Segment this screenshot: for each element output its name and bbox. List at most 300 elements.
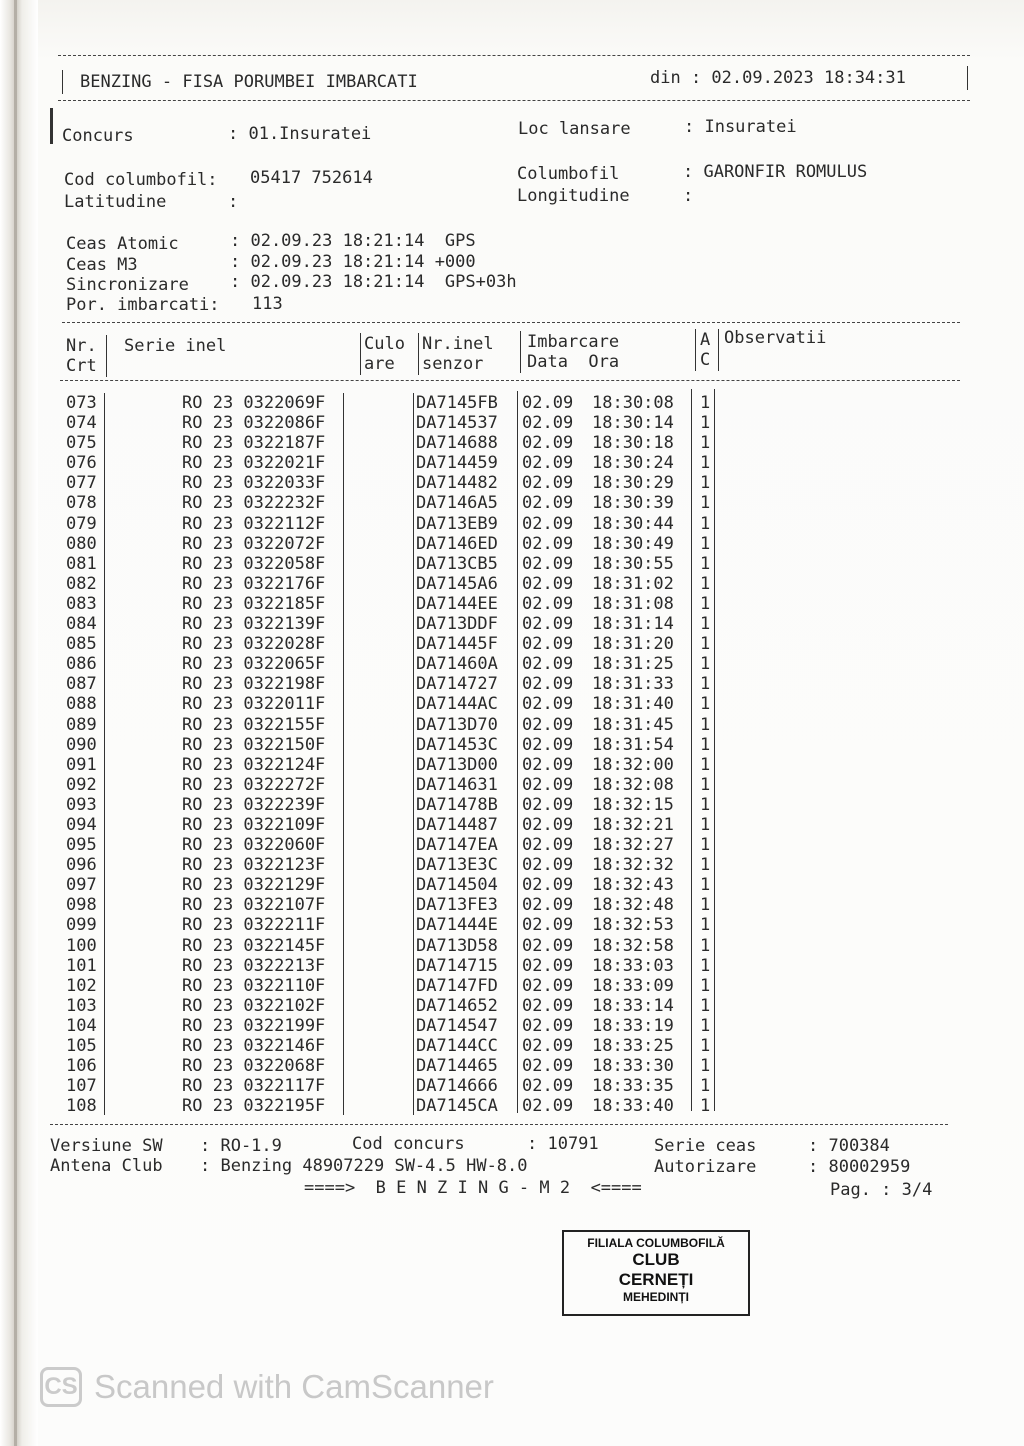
cell-ora: 18:30:18 [592, 433, 674, 454]
cell-serie: RO 23 0322068F [182, 1056, 326, 1077]
cell-nr: 092 [66, 774, 97, 795]
cell-ac: 1 [700, 1096, 711, 1117]
cell-nr: 097 [66, 875, 97, 896]
cell-nr: 098 [66, 895, 97, 916]
cell-nr: 081 [66, 553, 97, 574]
table-row [60, 574, 710, 594]
cell-serie: RO 23 0322195F [182, 1096, 326, 1117]
cell-serie: RO 23 0322185F [182, 593, 326, 614]
cell-senzor: DA71478B [416, 794, 498, 815]
table-row [60, 815, 710, 835]
cell-serie: RO 23 0322060F [182, 835, 326, 856]
stamp-line: CLUB [632, 1250, 680, 1269]
cell-data: 02.09 [522, 573, 574, 594]
cell-ac: 1 [700, 814, 711, 835]
cell-data: 02.09 [522, 1096, 574, 1117]
cell-data: 02.09 [522, 1056, 574, 1077]
table-row [60, 1076, 710, 1096]
cell-data: 02.09 [522, 553, 574, 574]
cell-nr: 094 [66, 814, 97, 835]
cell-ora: 18:30:24 [592, 453, 674, 474]
cell-nr: 089 [66, 714, 97, 735]
cell-data: 02.09 [522, 393, 574, 413]
cell-nr: 085 [66, 634, 97, 655]
table-row [60, 795, 710, 815]
cell-data: 02.09 [522, 975, 574, 996]
cell-nr: 099 [66, 915, 97, 936]
cell-senzor: DA714504 [416, 875, 498, 896]
cell-ora: 18:31:40 [592, 694, 674, 715]
watermark-text: Scanned with CamScanner [94, 1368, 494, 1405]
cell-ac: 1 [700, 473, 711, 494]
col-imbarcare-header: Imbarcare [527, 332, 620, 352]
cell-senzor: DA713EB9 [416, 513, 498, 534]
cell-ora: 18:30:49 [592, 533, 674, 554]
cell-ac: 1 [700, 493, 711, 514]
header-divider [418, 333, 419, 375]
cell-nr: 102 [66, 975, 97, 996]
table-row [60, 413, 710, 433]
columbofil-label: Columbofil [517, 164, 620, 184]
header-right-bar [967, 66, 968, 90]
cell-senzor: DA7145FB [416, 393, 498, 413]
cell-ora: 18:30:39 [592, 493, 674, 514]
cell-senzor: DA71445F [416, 634, 498, 655]
cell-ora: 18:32:21 [592, 814, 674, 835]
cell-serie: RO 23 0322232F [182, 493, 326, 514]
cell-serie: RO 23 0322150F [182, 734, 326, 755]
cell-senzor: DA714459 [416, 453, 498, 474]
cell-ac: 1 [700, 895, 711, 916]
ceas-m3-label: Ceas M3 [66, 255, 138, 275]
cell-data: 02.09 [522, 734, 574, 755]
cell-nr: 096 [66, 855, 97, 876]
top-dashed-rule [58, 55, 970, 56]
cell-senzor: DA714465 [416, 1056, 498, 1077]
cell-serie: RO 23 0322211F [182, 915, 326, 936]
cell-senzor: DA7147FD [416, 975, 498, 996]
header-left-bar [62, 70, 63, 94]
loc-lansare-value: : Insuratei [684, 117, 797, 137]
cell-senzor: DA714482 [416, 473, 498, 494]
cell-ora: 18:33:40 [592, 1096, 674, 1117]
table-row [60, 674, 710, 694]
cell-ora: 18:33:25 [592, 1036, 674, 1056]
cell-ora: 18:32:32 [592, 855, 674, 876]
cell-ora: 18:31:54 [592, 734, 674, 755]
cell-ac: 1 [700, 975, 711, 996]
table-row [60, 775, 710, 795]
cell-data: 02.09 [522, 875, 574, 896]
serie-ceas-value: : 700384 [808, 1136, 890, 1156]
cell-ac: 1 [700, 674, 711, 695]
cell-nr: 083 [66, 593, 97, 614]
table-row [60, 433, 710, 453]
cell-data: 02.09 [522, 493, 574, 514]
cell-nr: 090 [66, 734, 97, 755]
table-row [60, 654, 710, 674]
table-row [60, 534, 710, 554]
autorizare-label: Autorizare [654, 1157, 757, 1177]
header-divider [360, 333, 361, 375]
cell-data: 02.09 [522, 1076, 574, 1097]
stamp-line: FILIALA COLUMBOFILĂ [587, 1236, 725, 1250]
table-row [60, 514, 710, 534]
col-ac-header-2: C [700, 350, 711, 370]
cell-nr: 107 [66, 1076, 97, 1097]
table-row [60, 1056, 710, 1076]
porumbei-imbarcati-value: 113 [252, 294, 283, 314]
cell-ora: 18:32:15 [592, 794, 674, 815]
cell-data: 02.09 [522, 453, 574, 474]
cell-ora: 18:33:30 [592, 1056, 674, 1077]
cell-senzor: DA7145A6 [416, 573, 498, 594]
cell-ora: 18:30:29 [592, 473, 674, 494]
header-divider [718, 329, 719, 371]
cell-ora: 18:33:03 [592, 955, 674, 976]
cell-serie: RO 23 0322028F [182, 634, 326, 655]
cell-serie: RO 23 0322112F [182, 513, 326, 534]
cell-serie: RO 23 0322021F [182, 453, 326, 474]
cell-nr: 103 [66, 995, 97, 1016]
table-row [60, 875, 710, 895]
cell-serie: RO 23 0322198F [182, 674, 326, 695]
col-data-ora-header: Data Ora [527, 352, 620, 372]
pigeon-table-body [60, 393, 710, 1116]
longitudine-label: Longitudine [517, 186, 630, 206]
cell-ac: 1 [700, 995, 711, 1016]
table-row [60, 1036, 710, 1056]
ceas-m3-value: : 02.09.23 18:21:14 +000 [230, 252, 476, 272]
cell-nr: 106 [66, 1056, 97, 1077]
cell-ac: 1 [700, 754, 711, 775]
cell-serie: RO 23 0322033F [182, 473, 326, 494]
cell-data: 02.09 [522, 634, 574, 655]
cell-nr: 079 [66, 513, 97, 534]
cell-serie: RO 23 0322146F [182, 1036, 326, 1056]
cell-data: 02.09 [522, 915, 574, 936]
stamp-line: CERNEȚI [618, 1270, 694, 1289]
porumbei-imbarcati-label: Por. imbarcati: [66, 295, 220, 315]
document-title: BENZING - FISA PORUMBEI IMBARCATI [80, 72, 418, 92]
cell-data: 02.09 [522, 473, 574, 494]
cell-senzor: DA713D58 [416, 935, 498, 956]
cell-serie: RO 23 0322129F [182, 875, 326, 896]
cell-serie: RO 23 0322102F [182, 995, 326, 1016]
serie-ceas-label: Serie ceas [654, 1136, 757, 1156]
cod-concurs-value: : 10791 [527, 1134, 599, 1154]
sincronizare-value: : 02.09.23 18:21:14 GPS+03h [230, 272, 517, 292]
cell-ac: 1 [700, 634, 711, 655]
cell-ora: 18:31:14 [592, 614, 674, 635]
cell-ac: 1 [700, 835, 711, 856]
cod-columbofil-label: Cod columbofil: [64, 170, 218, 190]
cell-nr: 073 [66, 393, 97, 413]
cell-data: 02.09 [522, 774, 574, 795]
cell-ac: 1 [700, 513, 711, 534]
camscanner-watermark [40, 1364, 494, 1410]
cell-ora: 18:33:09 [592, 975, 674, 996]
cell-ac: 1 [700, 1076, 711, 1097]
cell-data: 02.09 [522, 814, 574, 835]
cell-serie: RO 23 0322124F [182, 754, 326, 775]
sincronizare-label: Sincronizare [66, 275, 189, 295]
cell-senzor: DA713CB5 [416, 553, 498, 574]
versiune-value: : RO-1.9 [200, 1136, 282, 1156]
cell-senzor: DA713E3C [416, 855, 498, 876]
cell-nr: 086 [66, 654, 97, 675]
cell-serie: RO 23 0322272F [182, 774, 326, 795]
cell-serie: RO 23 0322145F [182, 935, 326, 956]
col-nr-header: Nr. [66, 336, 97, 356]
table-row [60, 1016, 710, 1036]
cell-ac: 1 [700, 794, 711, 815]
cell-nr: 104 [66, 1015, 97, 1036]
cell-senzor: DA714537 [416, 413, 498, 434]
cell-ac: 1 [700, 393, 711, 413]
col-serie-header: Serie inel [124, 336, 227, 356]
cell-ac: 1 [700, 553, 711, 574]
club-stamp [562, 1230, 750, 1316]
cell-senzor: DA714688 [416, 433, 498, 454]
table-row [60, 915, 710, 935]
cell-senzor: DA714487 [416, 814, 498, 835]
cell-ora: 18:30:44 [592, 513, 674, 534]
cell-data: 02.09 [522, 955, 574, 976]
concurs-label: Concurs [62, 126, 134, 146]
cell-senzor: DA71453C [416, 734, 498, 755]
cell-senzor: DA7146ED [416, 533, 498, 554]
cell-ora: 18:31:25 [592, 654, 674, 675]
cell-ac: 1 [700, 694, 711, 715]
cell-nr: 076 [66, 453, 97, 474]
longitudine-value: : [683, 186, 694, 206]
cell-serie: RO 23 0322139F [182, 614, 326, 635]
cell-ac: 1 [700, 433, 711, 454]
cell-serie: RO 23 0322117F [182, 1076, 326, 1097]
table-row [60, 715, 710, 735]
cell-ac: 1 [700, 935, 711, 956]
cell-ac: 1 [700, 714, 711, 735]
ceas-atomic-value: : 02.09.23 18:21:14 GPS [230, 231, 476, 251]
cell-data: 02.09 [522, 794, 574, 815]
cell-ac: 1 [700, 533, 711, 554]
table-row [60, 936, 710, 956]
cell-nr: 101 [66, 955, 97, 976]
cell-ac: 1 [700, 1056, 711, 1077]
col-culoare-header-1: Culo [364, 334, 405, 354]
cell-ac: 1 [700, 573, 711, 594]
cell-data: 02.09 [522, 835, 574, 856]
cell-senzor: DA7146A5 [416, 493, 498, 514]
table-row [60, 493, 710, 513]
table-row [60, 453, 710, 473]
cell-data: 02.09 [522, 654, 574, 675]
loc-lansare-label: Loc lansare [518, 119, 631, 139]
cell-serie: RO 23 0322199F [182, 1015, 326, 1036]
binder-edge [0, 0, 38, 1446]
columbofil-value: : GARONFIR ROMULUS [683, 162, 868, 182]
cell-ora: 18:32:58 [592, 935, 674, 956]
cell-nr: 078 [66, 493, 97, 514]
cell-senzor: DA714727 [416, 674, 498, 695]
cell-ac: 1 [700, 875, 711, 896]
latitudine-value: : [228, 192, 239, 212]
col-ac-header-1: A [700, 330, 711, 350]
cell-ora: 18:31:20 [592, 634, 674, 655]
cell-data: 02.09 [522, 754, 574, 775]
cell-nr: 087 [66, 674, 97, 695]
cell-ora: 18:30:14 [592, 413, 674, 434]
cell-ora: 18:31:08 [592, 593, 674, 614]
cell-ora: 18:33:19 [592, 1015, 674, 1036]
table-row [60, 614, 710, 634]
cell-senzor: DA7145CA [416, 1096, 498, 1117]
cell-ora: 18:31:45 [592, 714, 674, 735]
cell-ac: 1 [700, 1036, 711, 1056]
cell-data: 02.09 [522, 714, 574, 735]
cell-data: 02.09 [522, 533, 574, 554]
cell-serie: RO 23 0322155F [182, 714, 326, 735]
antena-club-label: Antena Club [50, 1156, 163, 1176]
cell-ora: 18:32:00 [592, 754, 674, 775]
stamp-line: MEHEDINȚI [623, 1290, 689, 1304]
cell-data: 02.09 [522, 995, 574, 1016]
cell-data: 02.09 [522, 1036, 574, 1056]
cell-serie: RO 23 0322110F [182, 975, 326, 996]
cell-serie: RO 23 0322011F [182, 694, 326, 715]
table-row [60, 694, 710, 714]
cell-serie: RO 23 0322058F [182, 553, 326, 574]
cell-senzor: DA713D70 [416, 714, 498, 735]
cell-data: 02.09 [522, 855, 574, 876]
cell-nr: 077 [66, 473, 97, 494]
cell-serie: RO 23 0322239F [182, 794, 326, 815]
cell-data: 02.09 [522, 433, 574, 454]
col-senzor-header-1: Nr.inel [422, 334, 494, 354]
camscanner-logo-icon: CS [40, 1367, 82, 1407]
table-top-rule [62, 322, 960, 323]
table-row [60, 996, 710, 1016]
cell-data: 02.09 [522, 674, 574, 695]
header-divider [695, 329, 696, 371]
col-senzor-header-2: senzor [422, 354, 484, 374]
table-row [60, 1096, 710, 1116]
cell-nr: 093 [66, 794, 97, 815]
cell-data: 02.09 [522, 614, 574, 635]
table-row [60, 554, 710, 574]
cell-ora: 18:33:14 [592, 995, 674, 1016]
cell-ora: 18:30:08 [592, 393, 674, 413]
table-row [60, 835, 710, 855]
concurs-value: : 01.Insuratei [228, 124, 372, 144]
cell-ac: 1 [700, 774, 711, 795]
cell-nr: 075 [66, 433, 97, 454]
cell-data: 02.09 [522, 1015, 574, 1036]
table-row [60, 393, 710, 413]
cell-senzor: DA7147EA [416, 835, 498, 856]
cell-senzor: DA713DDF [416, 614, 498, 635]
table-row [60, 855, 710, 875]
cell-senzor: DA714666 [416, 1076, 498, 1097]
cell-ac: 1 [700, 413, 711, 434]
cell-data: 02.09 [522, 413, 574, 434]
cell-nr: 088 [66, 694, 97, 715]
header-divider [106, 335, 107, 377]
cell-ora: 18:31:02 [592, 573, 674, 594]
cell-nr: 082 [66, 573, 97, 594]
cell-data: 02.09 [522, 593, 574, 614]
cell-nr: 095 [66, 835, 97, 856]
cod-concurs-label: Cod concurs [352, 1134, 465, 1154]
page-number: Pag. : 3/4 [830, 1180, 933, 1200]
table-row [60, 634, 710, 654]
cell-nr: 091 [66, 754, 97, 775]
cell-serie: RO 23 0322176F [182, 573, 326, 594]
cell-ac: 1 [700, 593, 711, 614]
col-culoare-header-2: are [364, 354, 395, 374]
footer-top-rule [50, 1124, 948, 1125]
cell-serie: RO 23 0322072F [182, 533, 326, 554]
cell-senzor: DA7144EE [416, 593, 498, 614]
cell-ac: 1 [700, 734, 711, 755]
cell-ac: 1 [700, 654, 711, 675]
cell-ac: 1 [700, 1015, 711, 1036]
cell-data: 02.09 [522, 935, 574, 956]
cell-ora: 18:32:53 [592, 915, 674, 936]
cell-senzor: DA714652 [416, 995, 498, 1016]
header-divider [520, 331, 521, 373]
cell-senzor: DA714715 [416, 955, 498, 976]
body-divider [714, 389, 715, 1111]
cell-ac: 1 [700, 453, 711, 474]
table-row [60, 956, 710, 976]
table-row [60, 473, 710, 493]
cell-data: 02.09 [522, 513, 574, 534]
col-observatii-header: Observatii [724, 328, 827, 348]
cell-serie: RO 23 0322187F [182, 433, 326, 454]
ceas-atomic-label: Ceas Atomic [66, 234, 179, 254]
cell-senzor: DA71444E [416, 915, 498, 936]
cell-ac: 1 [700, 855, 711, 876]
table-row [60, 755, 710, 775]
col-crt-header: Crt [66, 356, 97, 376]
cell-nr: 080 [66, 533, 97, 554]
cell-serie: RO 23 0322109F [182, 814, 326, 835]
cell-serie: RO 23 0322107F [182, 895, 326, 916]
margin-mark [50, 108, 53, 144]
cell-serie: RO 23 0322123F [182, 855, 326, 876]
latitudine-label: Latitudine [64, 192, 167, 212]
cell-data: 02.09 [522, 694, 574, 715]
cell-nr: 105 [66, 1036, 97, 1056]
table-row [60, 976, 710, 996]
cell-data: 02.09 [522, 895, 574, 916]
table-row [60, 735, 710, 755]
cod-columbofil-value: 05417 752614 [250, 168, 373, 188]
cell-ora: 18:32:08 [592, 774, 674, 795]
cell-senzor: DA713D00 [416, 754, 498, 775]
cell-serie: RO 23 0322086F [182, 413, 326, 434]
cell-nr: 108 [66, 1096, 97, 1117]
cell-senzor: DA71460A [416, 654, 498, 675]
cell-serie: RO 23 0322065F [182, 654, 326, 675]
cell-ora: 18:32:48 [592, 895, 674, 916]
header-dashed-rule [58, 100, 970, 101]
cell-senzor: DA714631 [416, 774, 498, 795]
cell-nr: 100 [66, 935, 97, 956]
cell-ac: 1 [700, 955, 711, 976]
